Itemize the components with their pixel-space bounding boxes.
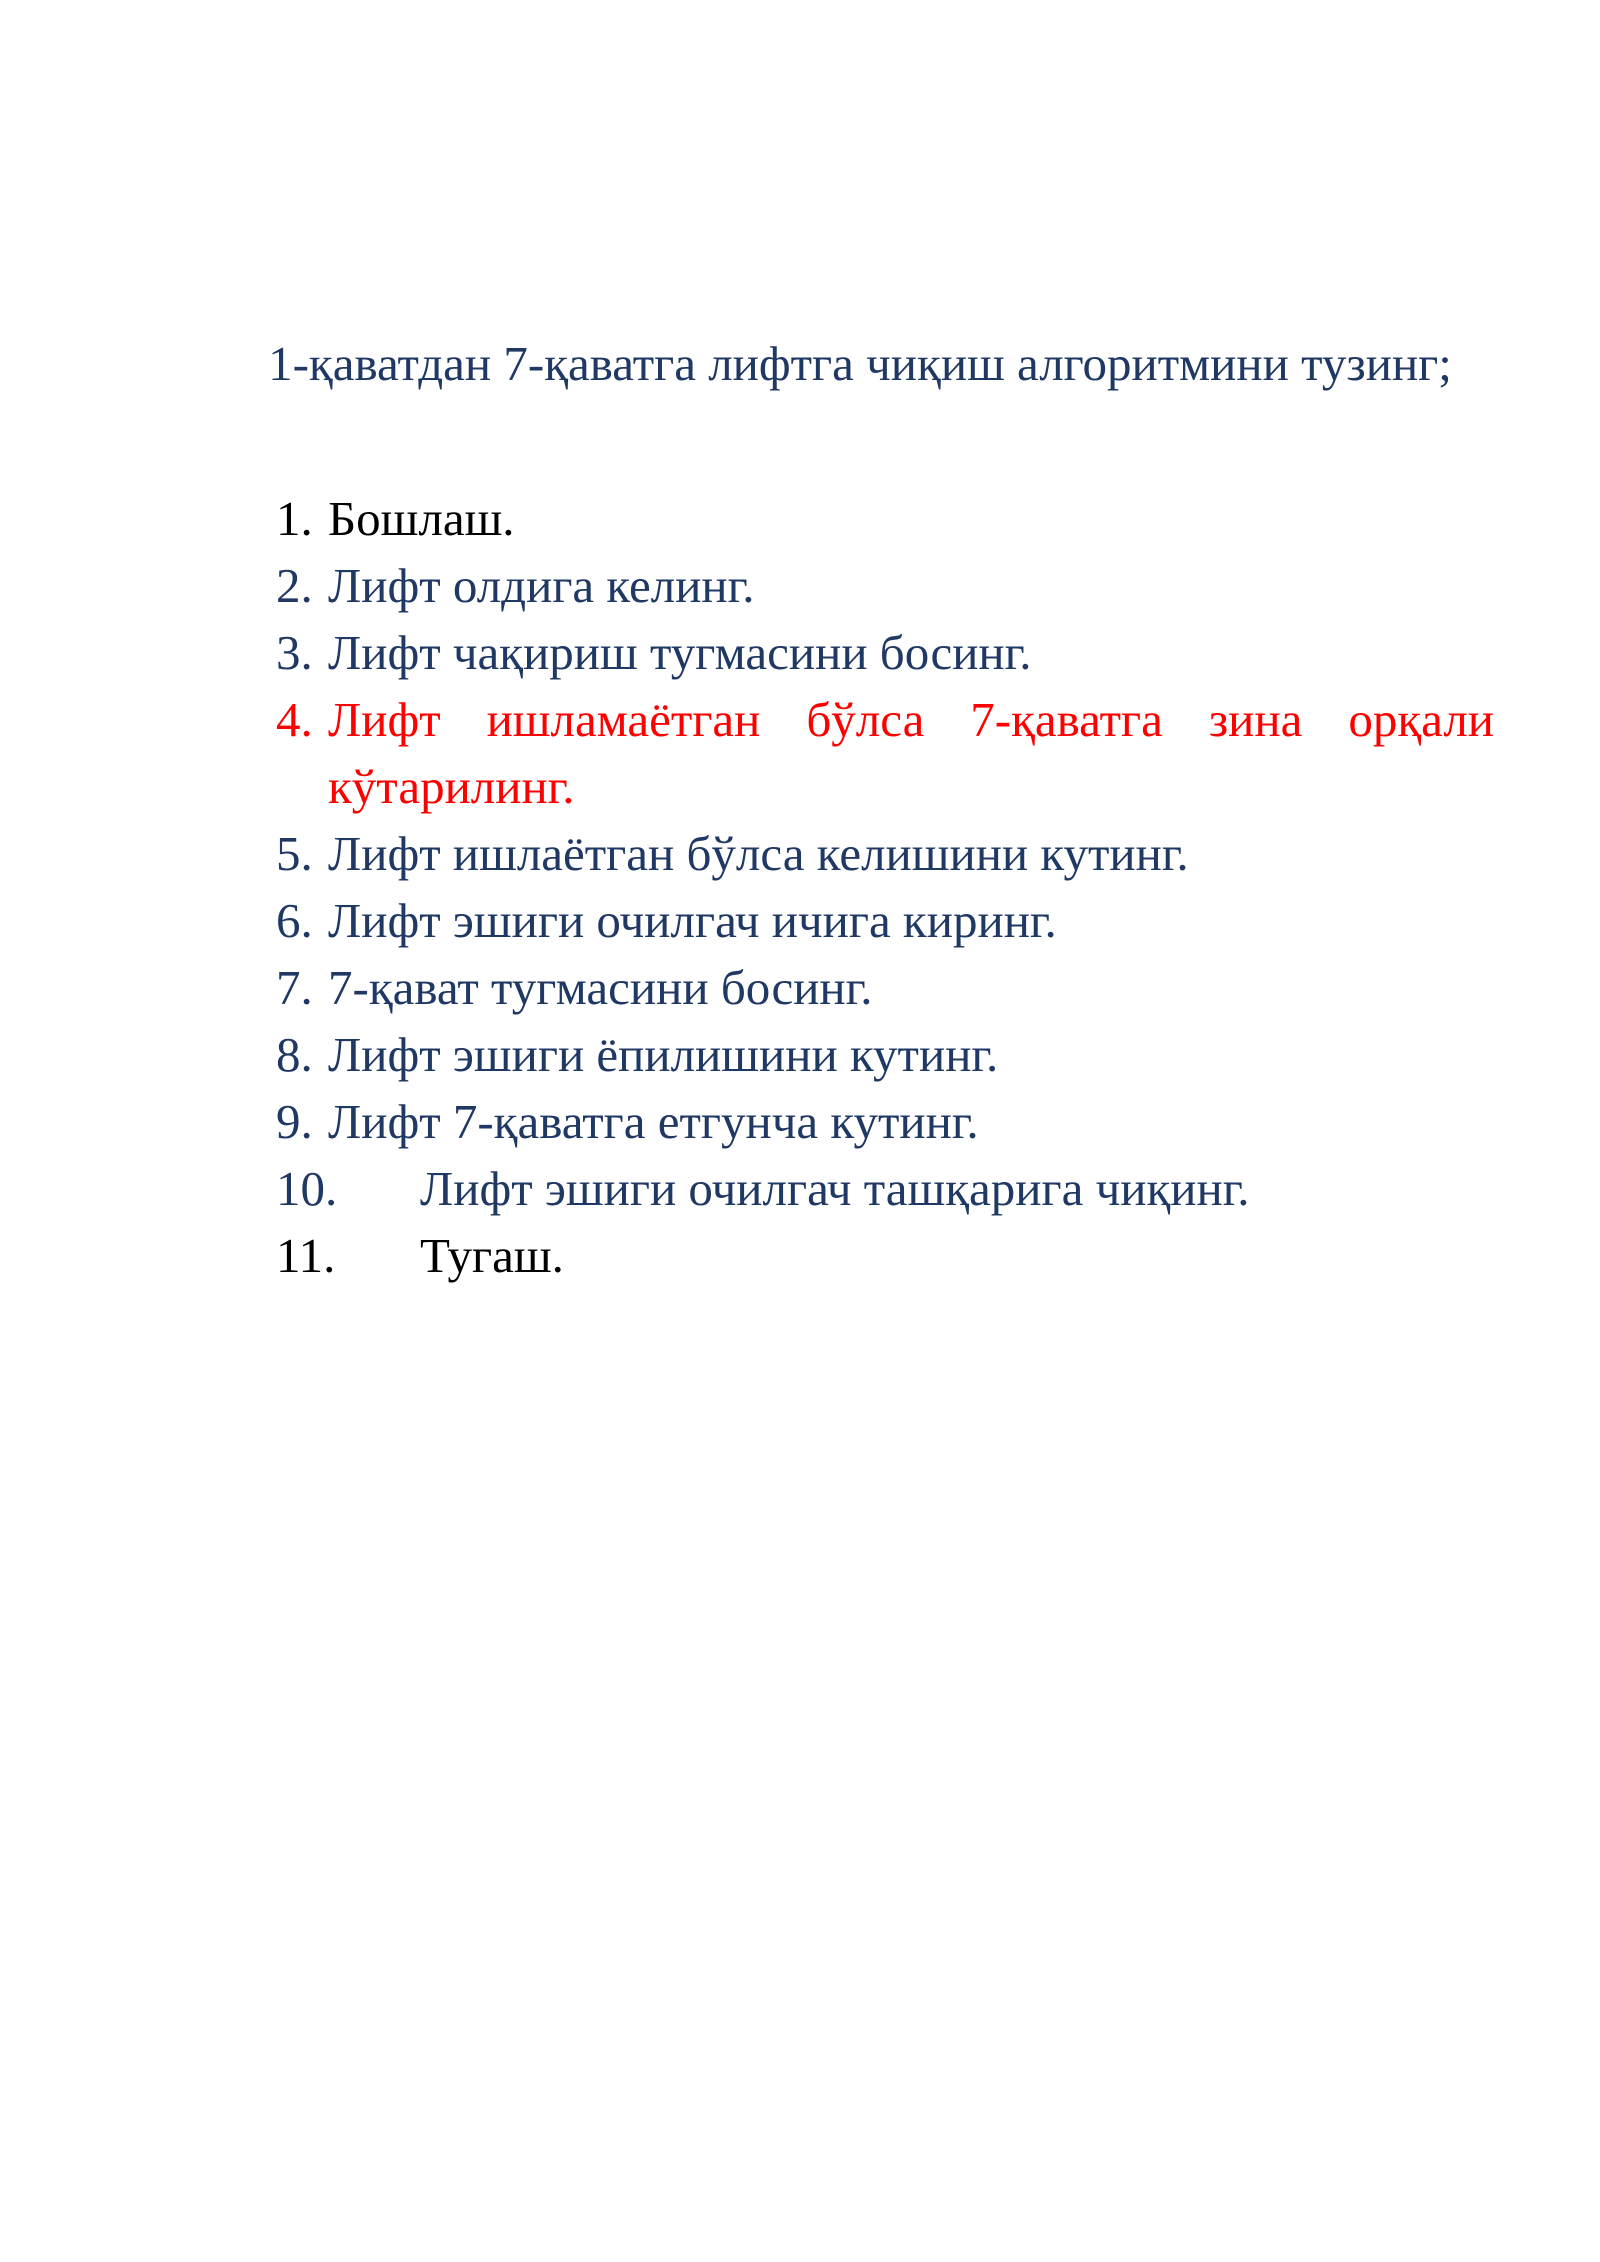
step-text: Лифт эшиги очилгач ичига киринг. [328, 893, 1057, 948]
step-number: 8. [276, 1027, 313, 1082]
step-number: 3. [276, 625, 313, 680]
step-text: Лифт олдига келинг. [328, 558, 755, 613]
step-10 [276, 1155, 1494, 1222]
step-3 [276, 619, 1494, 686]
step-number: 11. [276, 1228, 336, 1283]
step-6 [276, 887, 1494, 954]
step-4-highlighted [276, 686, 1494, 820]
step-11 [276, 1222, 1494, 1289]
step-number: 9. [276, 1094, 313, 1149]
step-number: 10. [276, 1161, 338, 1216]
step-text: 7-қават тугмасини босинг. [328, 960, 873, 1015]
step-1 [276, 485, 1494, 552]
step-text: Лифт чақириш тугмасини босинг. [328, 625, 1032, 680]
step-number: 5. [276, 826, 313, 881]
document-title: 1-қаватдан 7-қаватга лифтга чиқиш алгоритмини тузинг; [268, 336, 1452, 391]
algorithm-steps-list [276, 485, 1494, 1289]
step-text: Лифт ишламаётган бўлса 7-қаватга зина орқали кўтарилинг. [328, 692, 1494, 814]
step-number: 6. [276, 893, 313, 948]
step-text: Лифт ишлаётган бўлса келишини кутинг. [328, 826, 1189, 881]
step-number: 1. [276, 491, 313, 546]
step-text: Тугаш. [420, 1228, 564, 1283]
step-7 [276, 954, 1494, 1021]
step-number: 2. [276, 558, 313, 613]
step-number: 4. [276, 692, 313, 747]
step-number: 7. [276, 960, 313, 1015]
step-text: Лифт эшиги ёпилишини кутинг. [328, 1027, 999, 1082]
step-8 [276, 1021, 1494, 1088]
step-text: Лифт 7-қаватга етгунча кутинг. [328, 1094, 979, 1149]
step-2 [276, 552, 1494, 619]
step-9 [276, 1088, 1494, 1155]
step-5 [276, 820, 1494, 887]
step-text: Лифт эшиги очилгач ташқарига чиқинг. [420, 1161, 1250, 1216]
step-text: Бошлаш. [328, 491, 515, 546]
